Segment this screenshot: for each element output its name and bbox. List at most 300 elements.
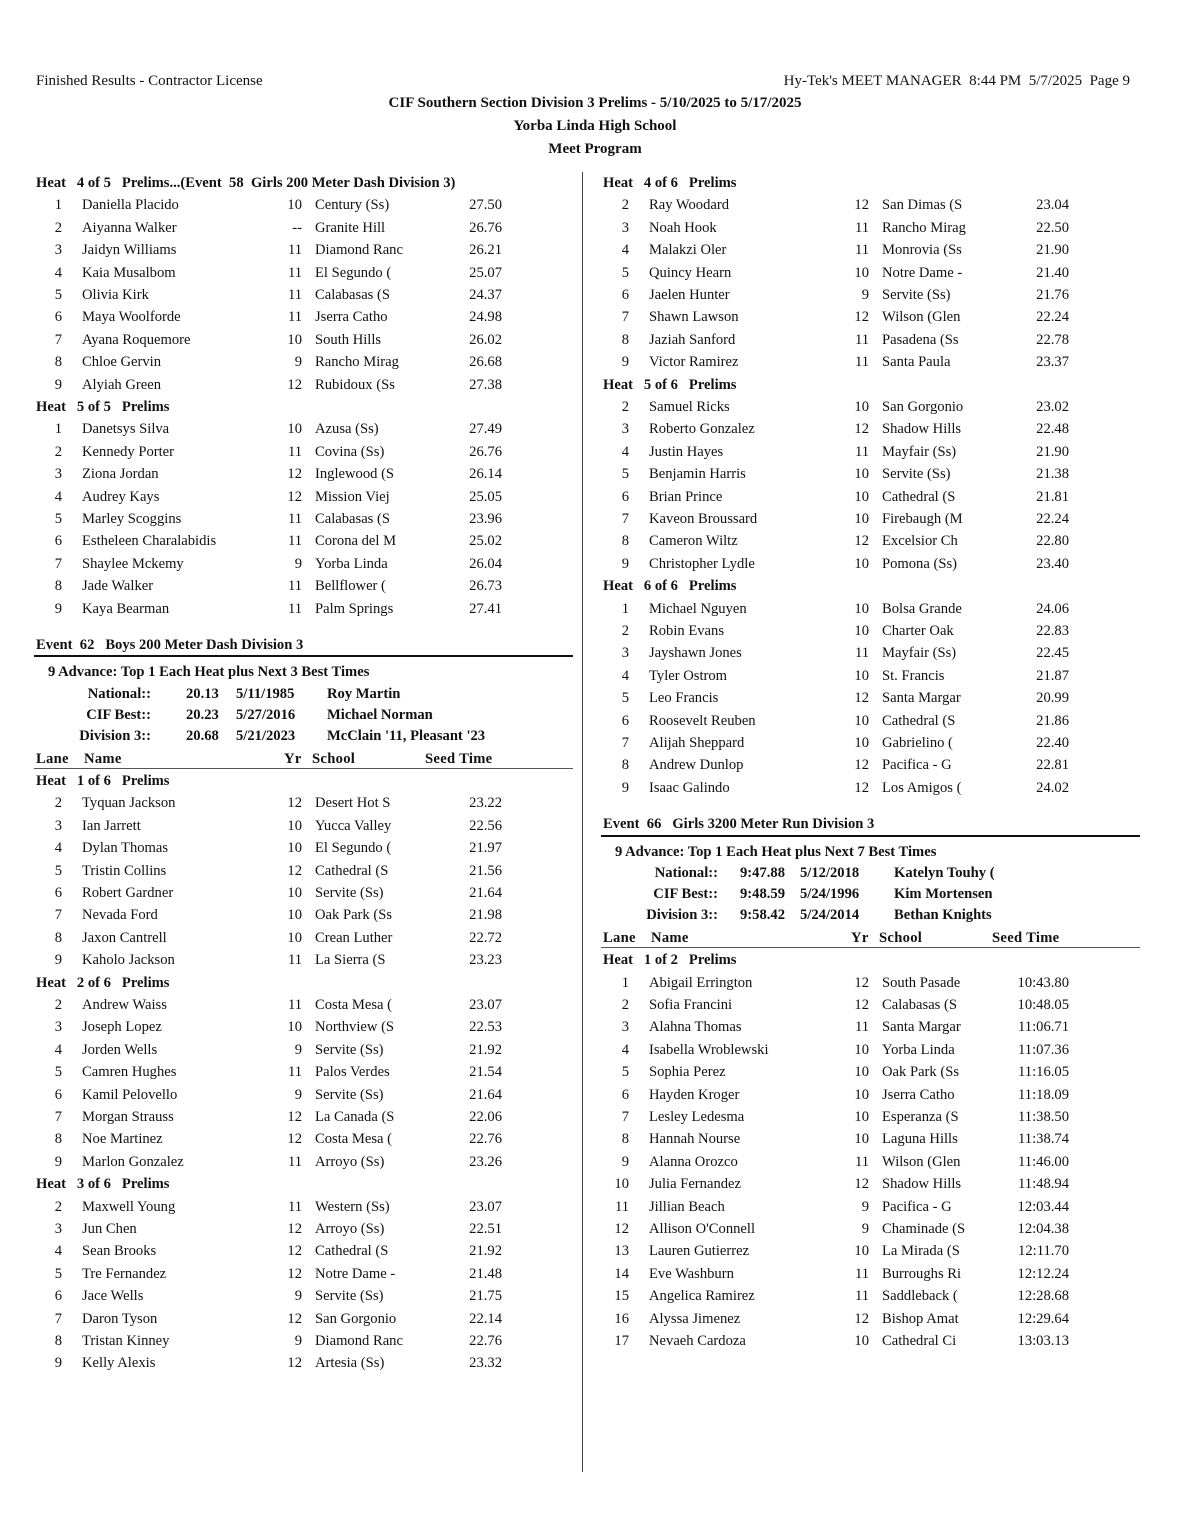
seed-time: 11:06.71 <box>1018 1019 1069 1036</box>
lane-number: 3 <box>54 1019 62 1036</box>
lane-number: 8 <box>54 578 62 595</box>
lane-number: 5 <box>54 862 62 879</box>
school-name: La Mirada (S <box>882 1243 960 1260</box>
athlete-year: 10 <box>854 264 869 281</box>
heat-header: Heat 5 of 6 Prelims <box>603 376 737 393</box>
lane-number: 14 <box>614 1265 629 1282</box>
athlete-year: 11 <box>287 287 302 303</box>
col-name-header: Name <box>84 750 122 767</box>
athlete-name: Kennedy Porter <box>82 443 174 460</box>
seed-time: 21.86 <box>1036 712 1069 729</box>
lane-number: 6 <box>54 533 62 550</box>
athlete-year: 9 <box>294 1288 302 1305</box>
seed-time: 26.76 <box>469 219 502 236</box>
athlete-name: Kaholo Jackson <box>82 952 175 969</box>
seed-time: 21.92 <box>469 1243 502 1260</box>
lane-number: 3 <box>54 817 62 834</box>
seed-time: 22.40 <box>1036 735 1069 751</box>
athlete-name: Cameron Wiltz <box>649 533 738 550</box>
school-name: Chaminade (S <box>882 1220 966 1237</box>
athlete-year: 10 <box>854 1064 869 1081</box>
athlete-year: 9 <box>294 1332 302 1349</box>
lane-number: 5 <box>621 264 629 281</box>
athlete-name: Joseph Lopez <box>82 1019 162 1036</box>
school-name: La Sierra (S <box>315 952 386 969</box>
seed-time: 23.96 <box>469 511 502 527</box>
seed-time: 22.78 <box>1036 331 1069 348</box>
record-label: National:: <box>87 685 151 702</box>
seed-time: 10:43.80 <box>1017 974 1069 991</box>
seed-time: 22.81 <box>1036 757 1069 774</box>
athlete-year: 11 <box>287 952 302 969</box>
school-name: Wilson (Glen <box>882 1153 961 1170</box>
school-name: Cathedral (S <box>315 862 389 879</box>
athlete-name: Maya Woolforde <box>82 309 181 326</box>
record-time: 20.13 <box>186 685 219 702</box>
lane-number: 9 <box>54 952 62 969</box>
lane-number: 5 <box>621 466 629 483</box>
seed-time: 21.81 <box>1036 488 1069 505</box>
seed-time: 12:12.24 <box>1017 1265 1069 1282</box>
lane-number: 17 <box>614 1332 629 1349</box>
lane-number: 9 <box>54 600 62 617</box>
lane-number: 2 <box>621 623 629 639</box>
athlete-year: 12 <box>854 1310 869 1327</box>
report-license-label: Finished Results - Contractor License <box>36 73 263 89</box>
lane-number: 8 <box>54 1332 62 1349</box>
school-name: Rancho Mirag <box>315 354 399 371</box>
athlete-year: 11 <box>287 1198 302 1215</box>
school-name: Diamond Ranc <box>315 242 403 259</box>
athlete-name: Daron Tyson <box>82 1310 158 1327</box>
school-name: Western (Ss) <box>315 1198 390 1215</box>
lane-number: 4 <box>621 1041 629 1058</box>
seed-time: 22.48 <box>1036 421 1069 438</box>
athlete-year: 9 <box>861 1198 869 1215</box>
col-yr-header: Yr <box>284 750 302 767</box>
athlete-name: Jorden Wells <box>82 1041 158 1058</box>
seed-time: 11:38.50 <box>1018 1108 1069 1125</box>
seed-time: 22.83 <box>1036 623 1069 639</box>
athlete-name: Justin Hayes <box>649 443 724 460</box>
col-lane-header: Lane <box>603 929 636 946</box>
athlete-name: Shawn Lawson <box>649 309 739 326</box>
lane-number: 11 <box>614 1198 629 1215</box>
lane-number: 9 <box>621 1153 629 1170</box>
record-date: 5/12/2018 <box>800 865 860 881</box>
lane-number: 7 <box>54 555 62 572</box>
seed-time: 22.50 <box>1036 219 1069 236</box>
lane-number: 2 <box>54 443 62 460</box>
lane-number: 4 <box>54 1041 62 1058</box>
athlete-name: Jaidyn Williams <box>82 242 177 259</box>
lane-number: 6 <box>54 884 62 901</box>
lane-number: 6 <box>54 309 62 326</box>
school-name: Firebaugh (M <box>882 511 963 527</box>
athlete-name: Marlon Gonzalez <box>82 1153 184 1170</box>
school-name: San Gorgonio <box>882 399 964 415</box>
heat-header: Heat 4 of 6 Prelims <box>603 175 737 191</box>
record-time: 20.68 <box>186 727 219 744</box>
school-name: Palos Verdes <box>315 1064 390 1081</box>
school-name: Mayfair (Ss) <box>882 645 957 662</box>
seed-time: 21.48 <box>469 1265 502 1282</box>
school-name: Azusa (Ss) <box>315 421 379 438</box>
seed-time: 21.38 <box>1036 466 1069 483</box>
event-rule <box>34 655 573 657</box>
athlete-name: Maxwell Young <box>82 1198 176 1215</box>
athlete-year: 12 <box>287 1243 302 1260</box>
school-name: Cathedral (S <box>882 712 956 729</box>
seed-time: 13:03.13 <box>1017 1332 1069 1349</box>
athlete-year: 12 <box>854 421 869 438</box>
seed-time: 12:11.70 <box>1018 1243 1069 1260</box>
seed-time: 22.14 <box>469 1310 502 1327</box>
school-name: Costa Mesa ( <box>315 996 393 1013</box>
school-name: Pomona (Ss) <box>882 555 957 572</box>
col-seed-header: Seed Time <box>425 750 493 767</box>
athlete-name: Dylan Thomas <box>82 840 169 857</box>
school-name: Arroyo (Ss) <box>315 1220 385 1237</box>
athlete-name: Isabella Wroblewski <box>649 1041 769 1058</box>
athlete-name: Brian Prince <box>649 488 723 505</box>
lane-number: 1 <box>54 421 62 438</box>
col-school-header: School <box>879 929 923 946</box>
seed-time: 22.53 <box>469 1019 502 1036</box>
record-holder: Roy Martin <box>327 685 401 702</box>
athlete-year: 11 <box>287 309 302 326</box>
col-school-header: School <box>312 750 356 767</box>
seed-time: 11:46.00 <box>1018 1153 1069 1170</box>
seed-time: 21.97 <box>469 840 502 857</box>
athlete-year: 10 <box>287 1019 302 1036</box>
athlete-year: 12 <box>287 466 302 483</box>
seed-time: 23.04 <box>1036 197 1069 214</box>
athlete-year: 10 <box>854 466 869 483</box>
lane-number: 5 <box>621 1064 629 1081</box>
lane-number: 8 <box>621 331 629 348</box>
lane-number: 2 <box>54 219 62 236</box>
school-name: Covina (Ss) <box>315 443 385 460</box>
athlete-name: Alanna Orozco <box>649 1153 738 1170</box>
lane-number: 9 <box>621 555 629 572</box>
school-name: Jserra Catho <box>315 309 388 326</box>
athlete-name: Sophia Perez <box>649 1064 726 1081</box>
school-name: San Gorgonio <box>315 1310 397 1327</box>
lane-number: 8 <box>621 533 629 550</box>
athlete-name: Michael Nguyen <box>649 600 747 617</box>
athlete-name: Tre Fernandez <box>82 1265 167 1282</box>
lane-number: 7 <box>54 1310 62 1327</box>
lane-number: 10 <box>614 1176 629 1193</box>
seed-time: 11:48.94 <box>1018 1176 1069 1193</box>
lane-number: 4 <box>621 443 629 460</box>
athlete-name: Angelica Ramirez <box>649 1288 755 1305</box>
athlete-name: Christopher Lydle <box>649 555 755 572</box>
athlete-year: 12 <box>854 779 869 796</box>
seed-time: 26.68 <box>469 354 502 371</box>
athlete-name: Tyquan Jackson <box>82 795 176 812</box>
record-label: National:: <box>654 865 718 881</box>
school-name: Palm Springs <box>315 600 394 617</box>
athlete-name: Allison O'Connell <box>649 1220 756 1237</box>
school-name: Mission Viej <box>315 488 390 505</box>
seed-time: 12:03.44 <box>1017 1198 1069 1215</box>
athlete-year: 11 <box>287 600 302 617</box>
athlete-name: Sofia Francini <box>649 996 733 1013</box>
heat-header: Heat 1 of 6 Prelims <box>36 772 170 789</box>
lane-number: 6 <box>54 1288 62 1305</box>
school-name: South Pasade <box>882 974 961 991</box>
seed-time: 22.72 <box>469 929 502 946</box>
seed-time: 22.56 <box>469 817 502 834</box>
seed-time: 27.49 <box>469 421 502 438</box>
athlete-name: Andrew Dunlop <box>649 757 744 774</box>
school-name: Century (Ss) <box>315 197 390 214</box>
lane-number: 5 <box>54 1064 62 1081</box>
seed-time: 22.51 <box>469 1220 502 1237</box>
school-name: Santa Margar <box>882 690 961 707</box>
athlete-year: 9 <box>294 555 302 572</box>
school-name: Crean Luther <box>315 929 393 946</box>
athlete-year: 10 <box>854 511 869 527</box>
athlete-year: 10 <box>854 555 869 572</box>
athlete-name: Olivia Kirk <box>82 287 149 303</box>
athlete-year: 10 <box>287 907 302 924</box>
athlete-year: 12 <box>854 1176 869 1193</box>
athlete-name: Jaelen Hunter <box>649 287 730 303</box>
lane-number: 2 <box>54 795 62 812</box>
school-name: La Canada (S <box>315 1108 395 1125</box>
event-header: Event 62 Boys 200 Meter Dash Division 3 <box>36 637 304 653</box>
athlete-year: 12 <box>854 757 869 774</box>
lane-number: 4 <box>54 840 62 857</box>
athlete-year: 10 <box>287 331 302 348</box>
athlete-name: Camren Hughes <box>82 1064 177 1081</box>
lane-number: 6 <box>54 1086 62 1103</box>
lane-number: 9 <box>54 376 62 393</box>
athlete-year: 12 <box>854 197 869 214</box>
lane-number: 8 <box>54 1131 62 1148</box>
seed-time: 26.76 <box>469 443 502 460</box>
athlete-year: 11 <box>287 242 302 259</box>
athlete-name: Jun Chen <box>82 1220 137 1237</box>
col-name-header: Name <box>651 929 689 946</box>
lane-number: 9 <box>54 1355 62 1372</box>
lane-number: 1 <box>621 600 629 617</box>
athlete-name: Chloe Gervin <box>82 354 162 371</box>
athlete-year: 10 <box>854 1108 869 1125</box>
school-name: Artesia (Ss) <box>315 1355 385 1372</box>
school-name: Pacifica - G <box>882 757 952 774</box>
record-time: 9:48.59 <box>740 885 785 902</box>
school-name: Servite (Ss) <box>315 1288 384 1305</box>
athlete-name: Quincy Hearn <box>649 264 732 281</box>
seed-time: 12:29.64 <box>1017 1310 1069 1327</box>
athlete-year: 9 <box>294 354 302 371</box>
athlete-year: 12 <box>287 1355 302 1372</box>
lane-number: 16 <box>614 1310 629 1327</box>
seed-time: 23.40 <box>1036 555 1069 572</box>
athlete-name: Alyiah Green <box>82 376 162 393</box>
seed-time: 22.76 <box>469 1332 502 1349</box>
school-name: Rubidoux (Ss <box>315 376 395 393</box>
athlete-year: 11 <box>287 533 302 550</box>
athlete-name: Ayana Roquemore <box>82 331 191 348</box>
school-name: Los Amigos ( <box>882 779 962 796</box>
school-name: Costa Mesa ( <box>315 1131 393 1148</box>
lane-number: 9 <box>621 354 629 371</box>
school-name: Excelsior Ch <box>882 533 958 550</box>
seed-time: 23.32 <box>469 1355 502 1372</box>
athlete-name: Roosevelt Reuben <box>649 712 756 729</box>
seed-time: 21.90 <box>1036 242 1069 259</box>
athlete-name: Jace Wells <box>82 1288 144 1305</box>
meet-venue: Yorba Linda High School <box>513 118 677 134</box>
athlete-name: Julia Fernandez <box>649 1176 741 1193</box>
school-name: Cathedral Ci <box>882 1332 957 1349</box>
event-rule <box>601 835 1140 837</box>
school-name: Rancho Mirag <box>882 219 966 236</box>
athlete-year: 12 <box>854 690 869 707</box>
athlete-year: 12 <box>287 376 302 393</box>
athlete-year: 10 <box>854 488 869 505</box>
athlete-name: Morgan Strauss <box>82 1108 174 1125</box>
lane-number: 4 <box>54 1243 62 1260</box>
lane-number: 2 <box>621 996 629 1013</box>
school-name: Cathedral (S <box>315 1243 389 1260</box>
lane-number: 3 <box>54 1220 62 1237</box>
lane-number: 7 <box>621 735 629 751</box>
athlete-year: 11 <box>287 1153 302 1170</box>
seed-time: 21.54 <box>469 1064 502 1081</box>
school-name: Saddleback ( <box>882 1288 958 1305</box>
athlete-year: 11 <box>854 645 869 662</box>
record-time: 9:58.42 <box>740 906 785 923</box>
athlete-year: 10 <box>854 735 869 751</box>
lane-number: 3 <box>621 219 629 236</box>
column-divider <box>582 172 583 1472</box>
seed-time: 10:48.05 <box>1017 996 1069 1013</box>
seed-time: 21.92 <box>469 1041 502 1058</box>
athlete-name: Ziona Jordan <box>82 466 159 483</box>
athlete-year: 12 <box>854 974 869 991</box>
athlete-name: Jaxon Cantrell <box>82 929 167 946</box>
lane-number: 3 <box>54 466 62 483</box>
school-name: Servite (Ss) <box>315 1086 384 1103</box>
seed-time: 21.64 <box>469 1086 502 1103</box>
school-name: Yorba Linda <box>882 1041 955 1058</box>
record-holder: Bethan Knights <box>894 906 992 923</box>
athlete-name: Daniella Placido <box>82 197 179 214</box>
seed-time: 24.37 <box>469 287 502 303</box>
athlete-year: 11 <box>854 219 869 236</box>
school-name: South Hills <box>315 331 382 348</box>
lane-number: 7 <box>54 331 62 348</box>
athlete-name: Samuel Ricks <box>649 399 730 415</box>
athlete-name: Robert Gardner <box>82 884 174 901</box>
seed-time: 23.07 <box>469 996 502 1013</box>
athlete-year: 10 <box>854 1131 869 1148</box>
school-name: Servite (Ss) <box>882 287 951 303</box>
athlete-name: Nevada Ford <box>82 907 158 924</box>
school-name: Oak Park (Ss <box>315 907 393 924</box>
athlete-year: 9 <box>861 1220 869 1237</box>
record-holder: Michael Norman <box>327 706 433 723</box>
record-label: Division 3:: <box>646 906 718 923</box>
header-rule <box>34 768 573 769</box>
heat-header: Heat 6 of 6 Prelims <box>603 578 737 595</box>
lane-number: 12 <box>614 1220 629 1237</box>
athlete-name: Audrey Kays <box>82 488 160 505</box>
seed-time: 23.22 <box>469 795 502 812</box>
athlete-year: 11 <box>854 331 869 348</box>
seed-time: 22.76 <box>469 1131 502 1148</box>
seed-time: 11:07.36 <box>1018 1041 1069 1058</box>
seed-time: 24.02 <box>1036 779 1069 796</box>
athlete-year: 10 <box>854 667 869 684</box>
seed-time: 26.73 <box>469 578 502 595</box>
seed-time: 21.40 <box>1036 264 1069 281</box>
athlete-name: Jaziah Sanford <box>649 331 736 348</box>
seed-time: 23.37 <box>1036 354 1069 371</box>
col-yr-header: Yr <box>851 929 869 946</box>
athlete-name: Alahna Thomas <box>649 1019 742 1036</box>
athlete-year: 11 <box>287 578 302 595</box>
athlete-year: 12 <box>287 1131 302 1148</box>
record-time: 9:47.88 <box>740 865 785 881</box>
athlete-year: 12 <box>287 795 302 812</box>
athlete-year: 10 <box>287 817 302 834</box>
athlete-name: Eve Washburn <box>649 1265 734 1282</box>
seed-time: 12:04.38 <box>1017 1220 1069 1237</box>
seed-time: 24.06 <box>1036 600 1069 617</box>
seed-time: 23.02 <box>1036 399 1069 415</box>
seed-time: 21.98 <box>469 907 502 924</box>
school-name: Laguna Hills <box>882 1131 958 1148</box>
lane-number: 5 <box>54 511 62 527</box>
athlete-year: 10 <box>854 623 869 639</box>
athlete-year: 12 <box>854 533 869 550</box>
athlete-name: Lauren Gutierrez <box>649 1243 750 1260</box>
seed-time: 22.06 <box>469 1108 502 1125</box>
seed-time: 26.02 <box>469 331 502 348</box>
school-name: Servite (Ss) <box>315 1041 384 1058</box>
header-rule <box>601 947 1140 948</box>
athlete-year: 11 <box>287 443 302 460</box>
school-name: Granite Hill <box>315 219 386 236</box>
lane-number: 7 <box>54 907 62 924</box>
seed-time: 22.24 <box>1036 309 1069 326</box>
athlete-year: -- <box>292 219 302 236</box>
seed-time: 11:18.09 <box>1018 1086 1069 1103</box>
school-name: Calabasas (S <box>315 511 390 527</box>
athlete-year: 12 <box>854 996 869 1013</box>
athlete-name: Benjamin Harris <box>649 466 746 483</box>
lane-number: 4 <box>621 242 629 259</box>
athlete-year: 11 <box>854 1288 869 1305</box>
athlete-name: Abigail Errington <box>649 974 753 991</box>
lane-number: 2 <box>621 197 629 214</box>
record-holder: Kim Mortensen <box>894 885 993 902</box>
athlete-name: Jade Walker <box>82 578 154 595</box>
lane-number: 4 <box>54 264 62 281</box>
lane-number: 3 <box>621 645 629 662</box>
school-name: Pasadena (Ss <box>882 331 959 348</box>
seed-time: 22.24 <box>1036 511 1069 527</box>
athlete-name: Danetsys Silva <box>82 421 170 438</box>
school-name: Northview (S <box>315 1019 395 1036</box>
